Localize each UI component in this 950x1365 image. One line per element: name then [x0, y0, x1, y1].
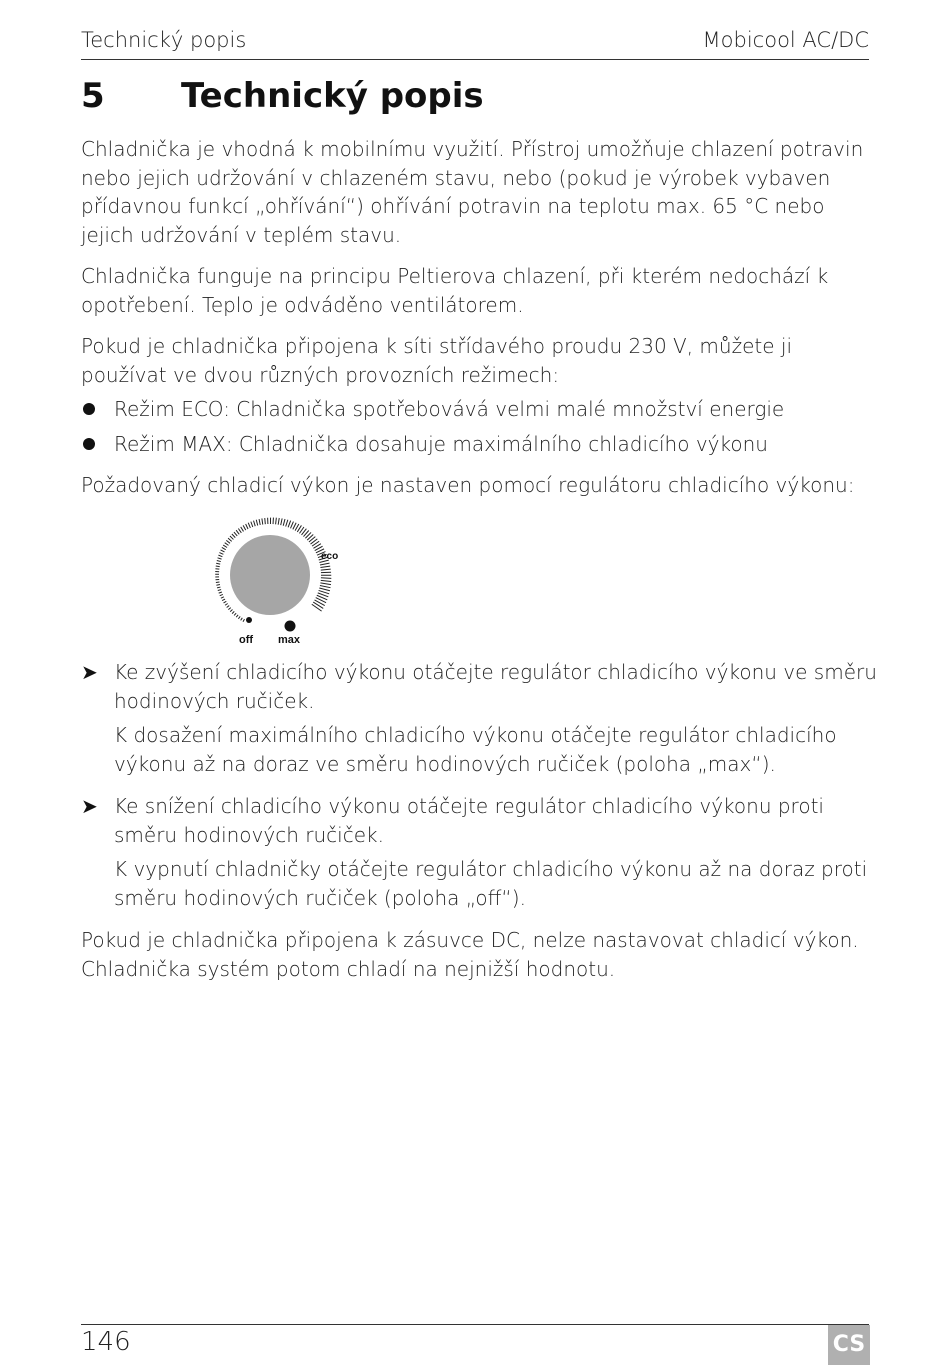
instruction-step [81, 792, 881, 849]
dial-tick [320, 583, 331, 585]
dial-tick [241, 618, 243, 621]
dial-tick [232, 611, 234, 613]
running-header-chapter: Technický popis [81, 28, 247, 52]
dial-tick [226, 540, 230, 543]
dial-tick [218, 555, 222, 557]
dial-label-off: off [239, 634, 254, 646]
dial-tick [218, 590, 221, 591]
dial-tick [283, 519, 285, 526]
step-decrease-text: Ke snížení chladicího výkonu otáčejte regulátor chladicího výkonu proti směru hodinových ručiček. [114, 794, 824, 847]
dc-note-paragraph: Pokud je chladnička připojena k zásuvce DC, nelze nastavovat chladicí výkon. Chladnička systém potom chladí na nejnižší hodnotu. [81, 928, 859, 981]
body-top [81, 135, 881, 513]
dial-tick [256, 520, 257, 526]
dial-tick [216, 563, 220, 564]
dial-tick [254, 521, 256, 527]
dial-tick [313, 602, 323, 608]
dial-tick [224, 601, 227, 603]
dial-tick [221, 550, 225, 552]
dial-tick [259, 519, 260, 525]
list-item [81, 430, 881, 459]
dial-tick [321, 580, 331, 581]
section-number: 5 [81, 76, 105, 116]
body-bottom [81, 658, 881, 996]
cooling-regulator-dial-illustration [205, 512, 345, 652]
dial-tick [243, 525, 246, 530]
dial-tick [248, 523, 250, 528]
dial-tick [221, 597, 224, 598]
dial-tick [321, 569, 331, 570]
dial-tick [217, 587, 220, 588]
arrow-icon: ➤ [81, 660, 98, 684]
dial-tick [262, 518, 263, 524]
page-number: 146 [81, 1327, 131, 1357]
dial-tick [312, 604, 322, 611]
dial-tick [230, 536, 234, 539]
dial-tick [246, 524, 248, 529]
dial-tick [218, 558, 222, 559]
dial-tick [230, 610, 232, 612]
language-badge: CS [828, 1325, 870, 1365]
dial-tick [251, 522, 253, 527]
dial-label-max: max [278, 634, 301, 646]
bullet-icon [83, 403, 95, 415]
dial-tick [241, 527, 244, 532]
mode-eco-text: Režim ECO: Chladnička spotřebovává velmi malé množství energie [114, 397, 785, 421]
dial-tick [319, 588, 330, 591]
dial-knob [230, 535, 310, 615]
dial-tick [217, 560, 221, 561]
intro-paragraph: Chladnička je vhodná k mobilnímu využití. Přístroj umožňuje chlazení potravin nebo jejich udržování v chlazeném stavu, nebo (pokud je výrobek vybaven přídavnou funkcí „ohřívání“) ohřívání potravin na teplotu max. 65 °C nebo jejich udržování v teplém stavu. [81, 137, 864, 247]
mode-max-text: Režim MAX: Chladnička dosahuje maximálního chladicího výkonu [114, 431, 768, 456]
dial-tick [288, 521, 291, 528]
dial-label-eco: eco [321, 551, 339, 562]
footer-rule [81, 1324, 869, 1325]
step-increase-text: Ke zvýšení chladicího výkonu otáčejte regulátor chladicího výkonu ve směru hodinových ručiček. [114, 660, 877, 713]
dial-tick [222, 547, 226, 549]
dial-tick [223, 545, 227, 547]
dial-tick [315, 600, 325, 606]
dial-tick [228, 538, 232, 541]
arrow-icon: ➤ [81, 794, 98, 818]
header-rule [81, 59, 869, 60]
dial-tick [216, 566, 220, 567]
dial-tick [225, 603, 228, 605]
dial-tick [320, 566, 330, 567]
running-header-product: Mobicool AC/DC [702, 28, 869, 52]
dial-tick [216, 585, 220, 586]
dial-tick [265, 518, 266, 524]
dial-tick [236, 615, 238, 617]
dial-tick [227, 606, 230, 608]
dial-tick [276, 518, 277, 525]
max-position-dot [285, 621, 296, 632]
dial-tick [222, 599, 225, 601]
dial-tick [220, 594, 223, 595]
dial-tick [219, 592, 222, 593]
dial-tick [243, 619, 245, 622]
section-title: Technický popis [181, 76, 484, 116]
dial-tick [320, 563, 330, 565]
dial-tick [286, 520, 288, 527]
dial-tick [234, 613, 236, 615]
dial-tick [219, 553, 223, 555]
dial-tick [234, 532, 237, 536]
instruction-step [81, 658, 881, 715]
dial-tick [238, 616, 240, 618]
step-increase-note: K dosažení maximálního chladicího výkonu otáčejte regulátor chladicího výkonu až na doraz ve směru hodinových ručiček (poloha „max“). [114, 723, 837, 776]
dial-tick [238, 528, 241, 532]
off-position-dot [246, 617, 252, 623]
dial-tick [321, 578, 331, 579]
dial-tick [228, 608, 230, 610]
peltier-paragraph: Chladnička funguje na principu Peltierova chlazení, při kterém nedochází k opotřebení. Teplo je odváděno ventilátorem. [81, 264, 829, 317]
dial-tick [225, 543, 229, 546]
dial-tick [290, 522, 293, 529]
section-heading [81, 76, 484, 116]
list-item [81, 395, 881, 424]
step-decrease-note: K vypnutí chladničky otáčejte regulátor chladicího výkonu až na doraz proti směru hodinových ručiček (poloha „off“). [114, 857, 868, 910]
dial-tick [232, 534, 235, 538]
dial-tick [281, 518, 282, 525]
modes-intro-paragraph: Pokud je chladnička připojena k síti střídavého proudu 230 V, můžete ji používat ve dvou různých provozních režimech: [81, 334, 793, 387]
bullet-icon [83, 438, 95, 450]
dial-tick [278, 518, 279, 525]
dial-tick [320, 585, 331, 587]
dial-tick [293, 523, 296, 530]
regulator-intro: Požadovaný chladicí výkon je nastaven pomocí regulátoru chladicího výkonu: [81, 473, 855, 497]
dial-tick [236, 530, 239, 534]
